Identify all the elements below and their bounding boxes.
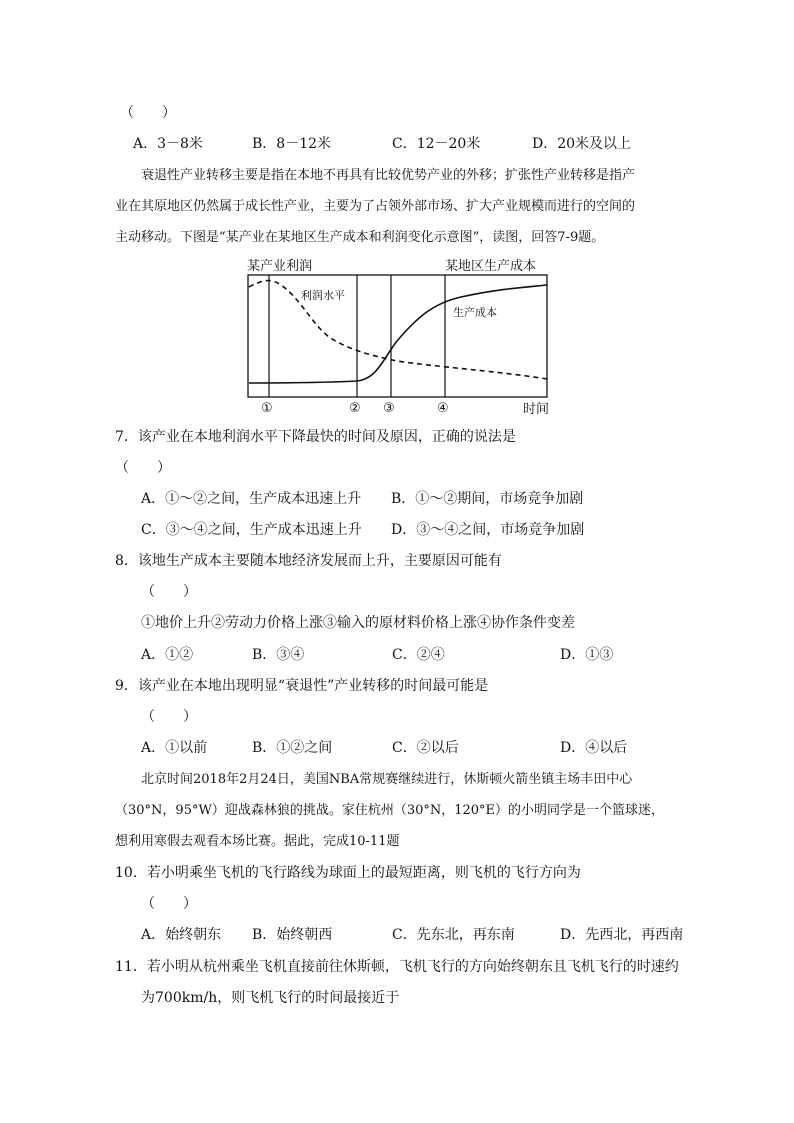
q8-option-b: B．③④ (252, 647, 305, 663)
passage2-line-3: 想利用寒假去观看本场比赛。据此，完成10-11题 (115, 834, 400, 849)
q9-option-a: A．①以前 (141, 740, 208, 756)
profit-cost-chart (237, 255, 555, 417)
q7-stem: 7．该产业在本地利润水平下降最快的时间及原因，正确的说法是 (115, 429, 516, 445)
q7-option-d: D．③～④之间，市场竞争加剧 (391, 522, 585, 538)
chart-title-right: 某地区生产成本 (445, 259, 537, 274)
q10-option-d: D．先西北，再西南 (560, 927, 684, 943)
q11-stem: 11．若小明从杭州乘坐飞机直接前往休斯顿，飞机飞行的方向始终朝东且飞机飞行的时速约 (115, 959, 679, 975)
q8-items: ①地价上升②劳动力价格上涨③输入的原材料价格上涨④协作条件变差 (141, 615, 575, 631)
passage1-line-3: 主动移动。下图是“某产业在某地区生产成本和利润变化示意图”，读图，回答7-9题。 (115, 230, 605, 245)
passage2-line-2: （30°N，95°W）迎战森林狼的挑战。家住杭州（30°N，120°E）的小明同学是一个篮球迷， (115, 803, 665, 818)
q9-option-d: D．④以后 (560, 740, 628, 756)
q6-option-c: C．12－20米 (392, 136, 481, 152)
q6-option-b: B．8－12米 (252, 136, 332, 152)
q9-stem: 9．该产业在本地出现明显“衰退性”产业转移的时间最可能是 (115, 678, 489, 694)
q9-bracket: （ ） (141, 709, 197, 725)
q8-option-c: C．②④ (392, 647, 445, 663)
q9-option-c: C．②以后 (392, 740, 459, 756)
q10-option-c: C．先东北，再东南 (392, 927, 515, 943)
passage1-line-2: 业在其原地区仍然属于成长性产业，主要为了占领外部市场、扩大产业规模而进行的空间的 (115, 199, 636, 214)
marker-label-3: ③ (383, 401, 395, 416)
q9-option-b: B．①②之间 (252, 740, 333, 756)
chart-title-left: 某产业利润 (247, 259, 313, 274)
profit-level-curve (249, 281, 547, 379)
chart-frame (248, 275, 547, 397)
production-cost-curve (249, 285, 547, 383)
q10-bracket: （ ） (141, 896, 197, 912)
q8-stem: 8．该地生产成本主要随本地经济发展而上升，主要原因可能有 (115, 553, 502, 569)
q8-option-d: D．①③ (560, 647, 614, 663)
q6-bracket: （ ） (120, 105, 176, 121)
q10-stem: 10．若小明乘坐飞机的飞行路线为球面上的最短距离，则飞机的飞行方向为 (115, 865, 581, 881)
q8-option-a: A．①② (141, 647, 194, 663)
q8-bracket: （ ） (141, 584, 197, 600)
marker-label-2: ② (349, 401, 361, 416)
x-axis-label: 时间 (523, 402, 550, 417)
profit-series-label: 利润水平 (301, 289, 345, 302)
q10-option-b: B．始终朝西 (252, 927, 333, 943)
q6-option-a: A．3－8米 (133, 136, 203, 152)
q11-stem-continued: 为700km/h，则飞机飞行的时间最接近于 (141, 990, 400, 1006)
q7-option-c: C．③～④之间，生产成本迅速上升 (141, 522, 362, 538)
marker-label-4: ④ (437, 401, 449, 416)
q10-option-a: A．始终朝东 (141, 927, 222, 943)
q6-option-d: D．20米及以上 (532, 136, 632, 152)
passage2-line-1: 北京时间2018年2月24日，美国NBA常规赛继续进行，休斯顿火箭坐镇主场丰田中心 (141, 772, 633, 787)
q7-bracket: （ ） (115, 460, 171, 476)
q7-option-a: A．①～②之间，生产成本迅速上升 (141, 491, 362, 507)
q7-option-b: B．①～②期间，市场竞争加剧 (391, 491, 584, 507)
cost-series-label: 生产成本 (453, 306, 497, 319)
passage1-line-1: 衰退性产业转移主要是指在本地不再具有比较优势产业的外移；扩张性产业转移是指产 (141, 168, 636, 183)
marker-label-1: ① (261, 401, 273, 416)
